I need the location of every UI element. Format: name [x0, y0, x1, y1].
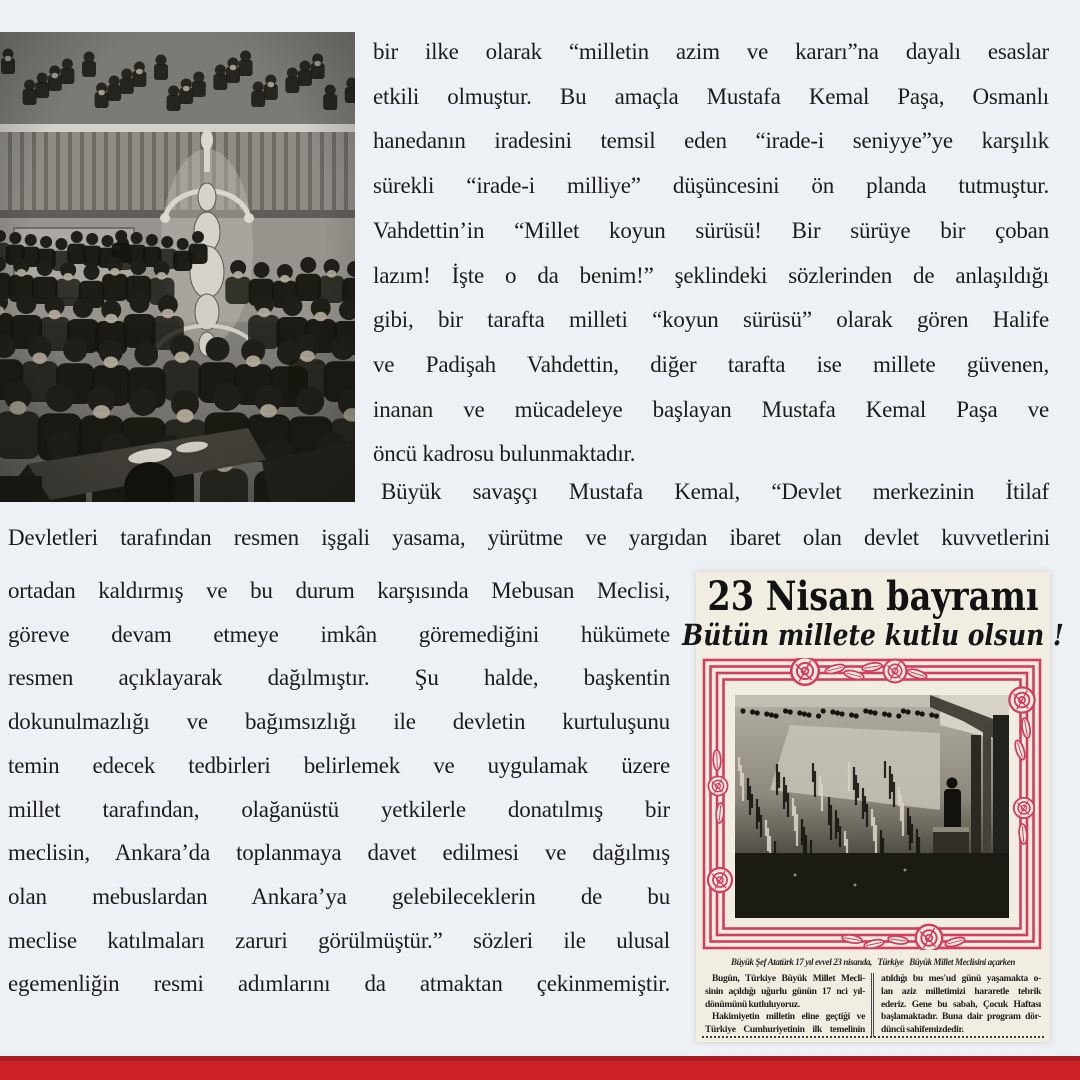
- article-line: resmen açıklayarak dağılmıştır. Şu halde, başkentin: [8, 665, 670, 691]
- article-line: ortadan kaldırmış ve bu durum karşısında Mebusan Meclisi,: [8, 578, 670, 603]
- article-fullwidth-line: Devletleri tarafından resmen işgali yasama, yürütme ve yargıdan ibaret olan devlet kuvvetlerini: [8, 525, 1050, 550]
- article-line: hanedanın iradesini temsil eden “irade-i seniyye”ye karşılık: [373, 128, 1049, 154]
- bottom-red-stripe: [0, 1056, 1080, 1080]
- newspaper-text-line: lan aziz milletimizi hararetle tebrik: [881, 986, 1041, 997]
- article-line: meclise katılmaları zaruri görülmüştür.” sözleri ile ulusal: [8, 927, 670, 953]
- newspaper-headline: 23 Nisan bayramı: [707, 573, 1039, 620]
- article-line: etkili olmuştur. Bu amaçla Mustafa Kemal Paşa, Osmanlı: [373, 83, 1049, 109]
- article-line: bir ilke olarak “milletin azim ve kararı”na dayalı esaslar: [373, 39, 1049, 64]
- newspaper-text-line: atıldığı bu mes'ud günü yaşamakta o-: [881, 974, 1041, 984]
- rose-ornament-frame: [702, 658, 1042, 950]
- newspaper-text-line: sinin açıldığı uğurlu günün 17 nci yıl-: [705, 986, 865, 997]
- article-line: inanan ve mücadeleye başlayan Mustafa Kemal Paşa ve: [373, 396, 1049, 422]
- article-line: dokunulmazlığı ve bağımsızlığı ile devletin kurtuluşunu: [8, 709, 670, 735]
- newspaper-text-line: Türkiye Cumhuriyetinin ilk temelinin: [705, 1025, 865, 1036]
- article-line: Vahdettin’in “Millet koyun sürüsü! Bir sürüye bir çoban: [373, 217, 1049, 243]
- article-line: göreve devam etmeye imkân göremediğini hükümete: [8, 621, 670, 647]
- article-paragraph-left: [8, 569, 670, 1006]
- newspaper-text-line: ederiz. Gene bu sabah, Çocuk Haftası: [881, 999, 1041, 1010]
- newspaper-photo-caption: Büyük Şef Atatürk 17 yıl evvel 23 nisanda, Türkiye Büyük Millet Meclisini açarken: [731, 957, 1015, 967]
- newspaper-column-right: [874, 973, 1041, 1037]
- article-line: ve Padişah Vahdettin, diğer tarafta ise millete güvenen,: [373, 351, 1049, 377]
- article-line: öncü kadrosu bulunmaktadır.: [373, 441, 636, 467]
- newspaper-text-line: Bugün, Türkiye Büyük Millet Mecli-: [712, 974, 865, 984]
- newspaper-columns: [705, 973, 1041, 1037]
- newspaper-text-line: başlamaktadır. Buna dair program dör-: [881, 1012, 1041, 1023]
- assembly-photo: [0, 32, 355, 502]
- dotted-rule: [702, 1036, 1044, 1038]
- article-line: lazım! İşte o da benim!” şeklindeki sözlerinden de anlaşıldığı: [373, 262, 1049, 288]
- newspaper-text-line: dönümünü kutluluyoruz.: [705, 999, 800, 1010]
- article-line: temin edecek tedbirleri belirlemek ve uygulamak üzere: [8, 752, 670, 778]
- article-line: sürekli “irade-i milliye” düşüncesini ön planda tutmuştur.: [373, 173, 1049, 199]
- article-line: egemenliğin resmi adımlarını da atmaktan çekinmemiştir.: [8, 971, 670, 997]
- newspaper-text-line: Hakimiyetin milletin eline geçtiği ve: [712, 1012, 865, 1023]
- article-line: olan mebuslardan Ankara’ya gelebileceklerin de bu: [8, 883, 670, 909]
- newspaper-text-line: düncü sahifemizdedir.: [881, 1025, 964, 1036]
- article-line: gibi, bir tarafta milleti “koyun sürüsü” olarak gören Halife: [373, 307, 1049, 333]
- newspaper-column-left: [705, 973, 874, 1037]
- newspaper-photo: [735, 695, 1009, 918]
- article-line: millet tarafından, olağanüstü yetkilerle donatılmış bir: [8, 796, 670, 822]
- newspaper-clipping: [682, 572, 1064, 1042]
- newspaper-subheadline: Bütün millete kutlu olsun !: [682, 618, 1064, 652]
- article-line: meclisin, Ankara’da toplanmaya davet edilmesi ve dağılmış: [8, 840, 670, 866]
- article-intro-line: Büyük savaşçı Mustafa Kemal, “Devlet merkezinin İtilaf: [381, 479, 1049, 504]
- article-paragraph-right: [373, 30, 1049, 477]
